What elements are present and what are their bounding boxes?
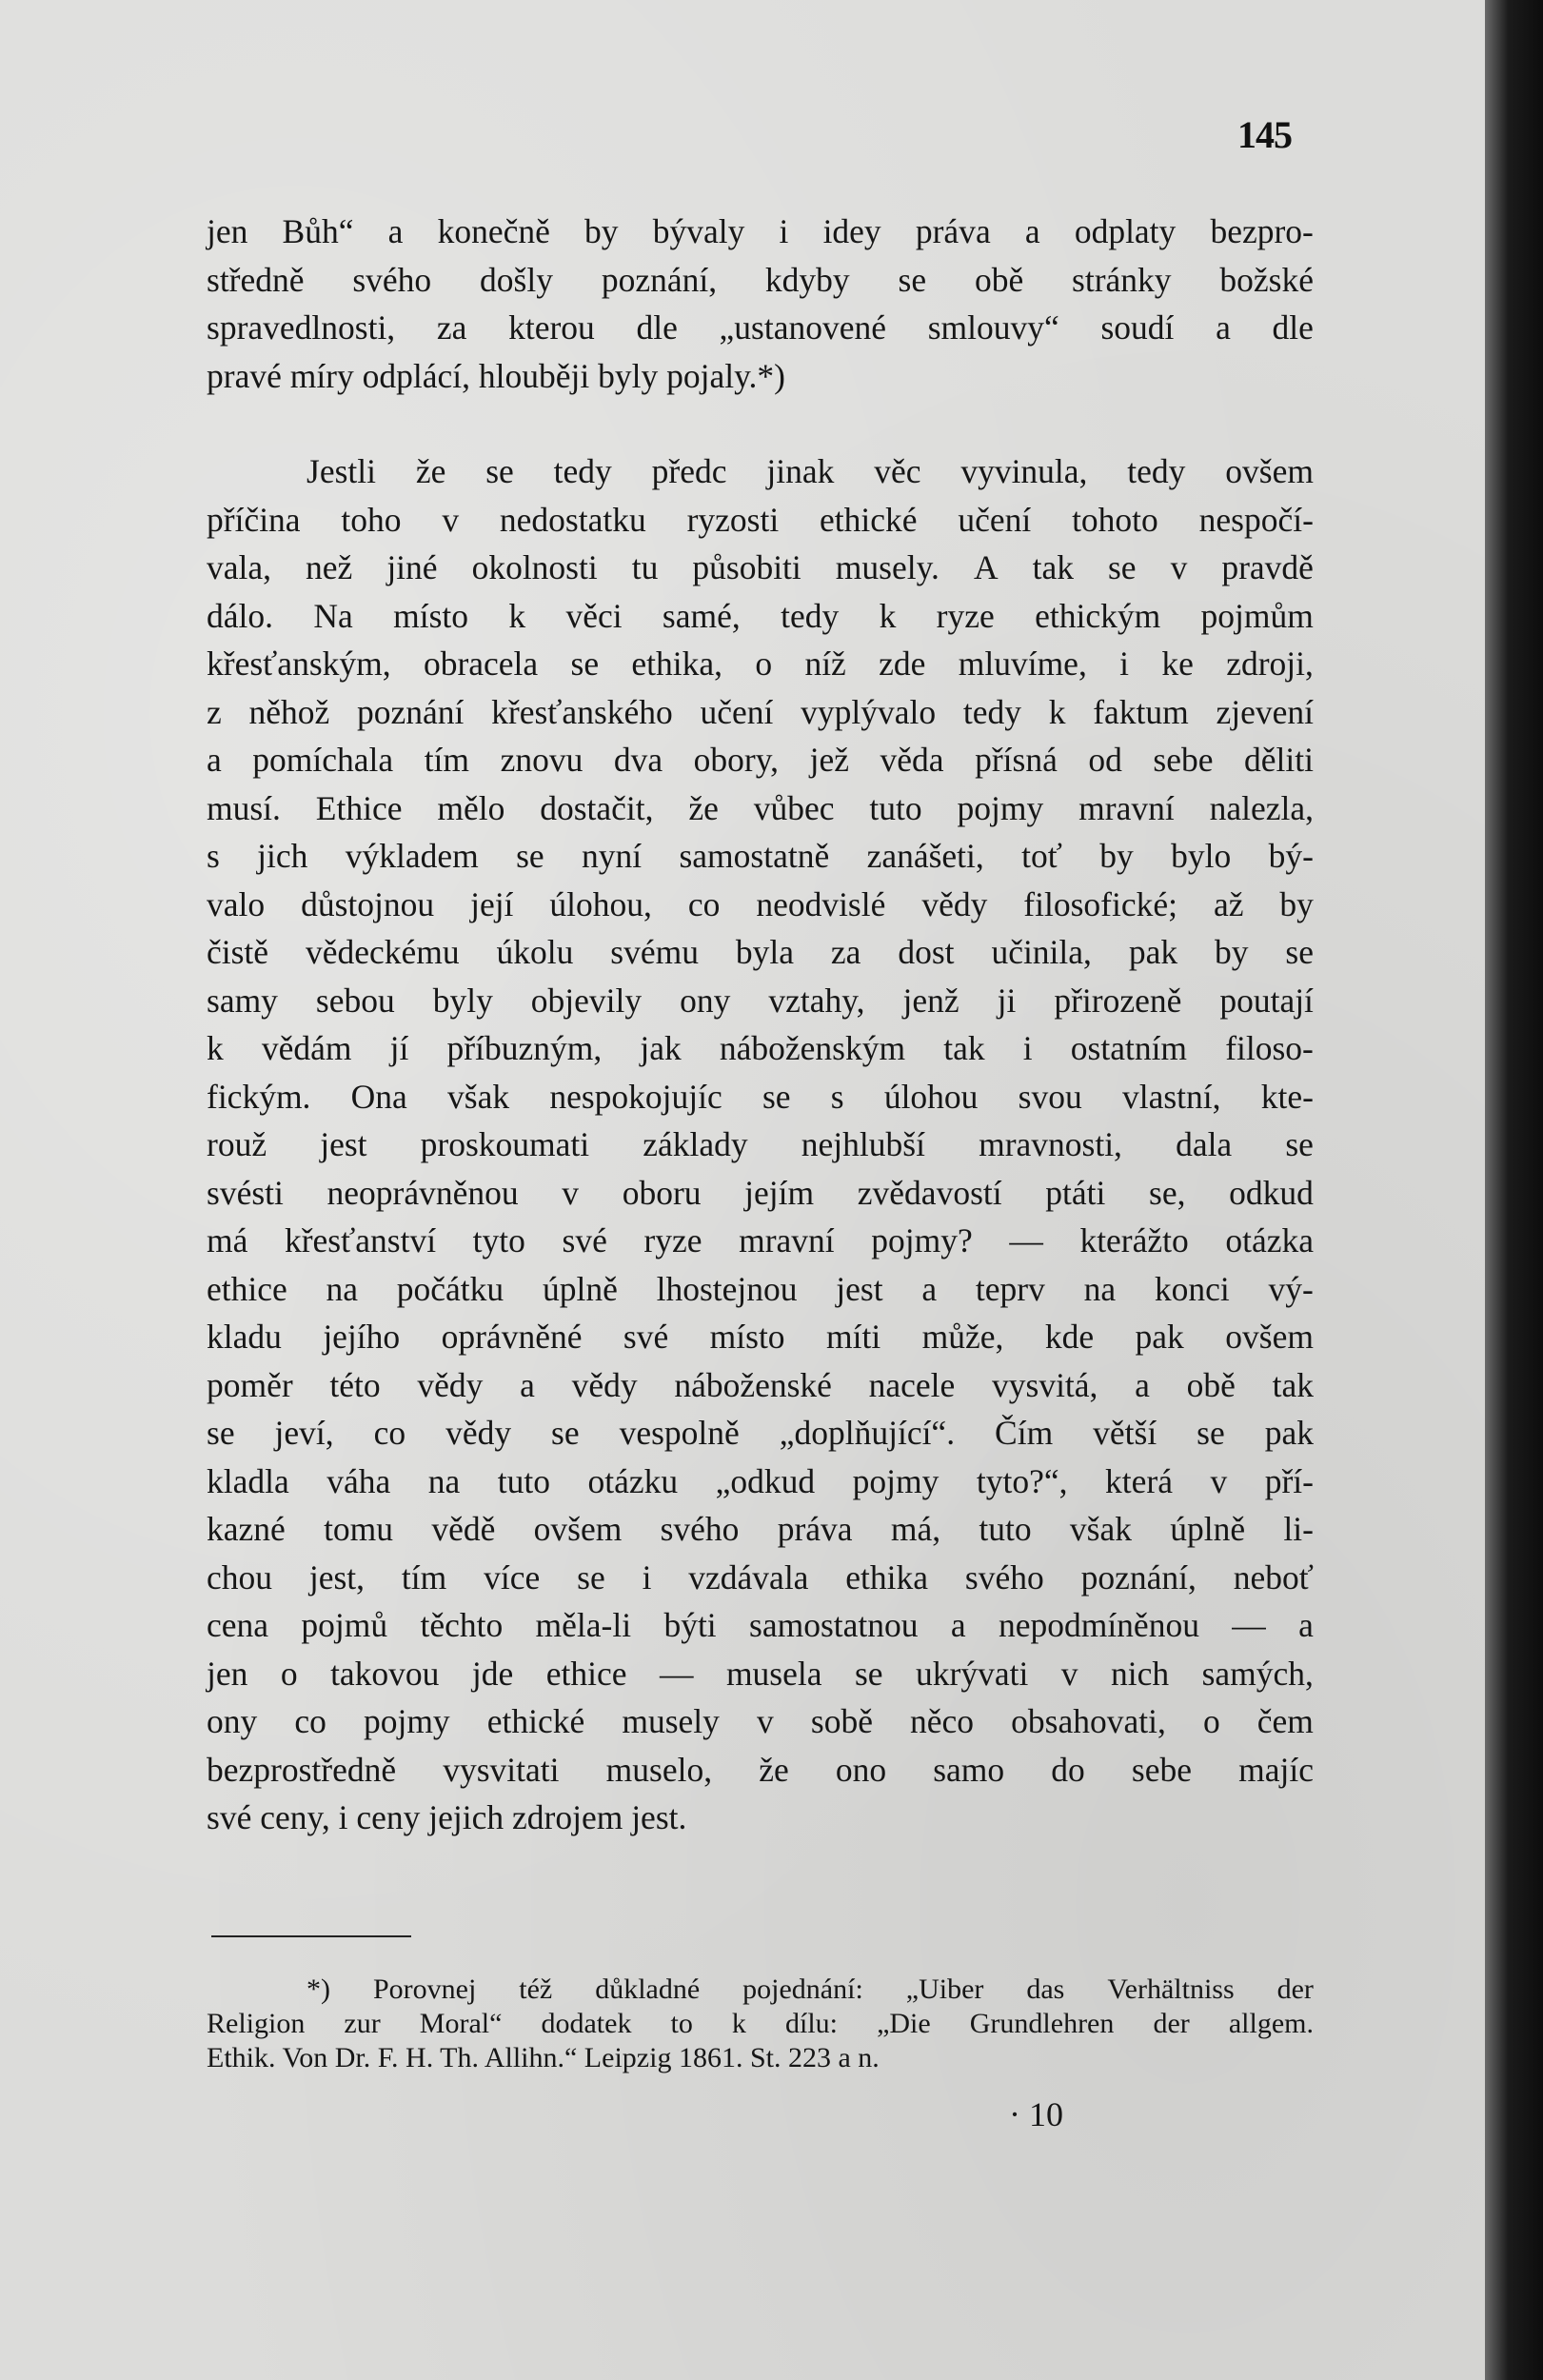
footnote-divider — [211, 1935, 411, 1937]
main-text — [207, 208, 1314, 1842]
footnote-line: Ethik. Von Dr. F. H. Th. Allihn.“ Leipzig 1861. St. 223 a n. — [207, 2042, 880, 2073]
paragraph-2 — [207, 447, 1314, 1842]
text-line: rouž jest proskoumati základy nejhlubší mravnosti, dala se — [207, 1125, 1314, 1163]
text-line: bezprostředně vysvitati muselo, že ono samo do sebe majíc — [207, 1750, 1314, 1789]
text-line: z něhož poznání křesťanského učení vyplývalo tedy k faktum zjevení — [207, 692, 1314, 731]
text-line: fickým. Ona však nespokojujíc se s úlohou svou vlastní, kte- — [207, 1077, 1314, 1116]
text-line: se jeví, co vědy se vespolně „doplňující“. Čím větší se pak — [207, 1414, 1314, 1452]
footnote-line: *) Porovnej též důkladné pojednání: „Uiber das Verhältniss der — [307, 1973, 1314, 2005]
text-line: má křesťanství tyto své ryze mravní pojmy? — kterážto otázka — [207, 1221, 1314, 1259]
text-line: valo důstojnou její úlohou, co neodvislé vědy filosofické; až by — [207, 884, 1314, 923]
text-line: jen Bůh“ a konečně by bývaly i idey práva a odplaty bezpro- — [207, 212, 1314, 250]
text-line: s jich výkladem se nyní samostatně zanášeti, toť by bylo bý- — [207, 837, 1314, 875]
page-number: 145 — [1237, 113, 1292, 156]
text-line: k vědám jí příbuzným, jak náboženským tak i ostatním filoso- — [207, 1029, 1314, 1067]
text-line: musí. Ethice mělo dostačit, že vůbec tuto pojmy mravní nalezla, — [207, 788, 1314, 827]
signature-mark: · 10 — [1009, 2095, 1063, 2133]
text-line: kazné tomu vědě ovšem svého práva má, tuto však úplně li- — [207, 1510, 1314, 1548]
footnote — [207, 1973, 1314, 2075]
text-line: kladla váha na tuto otázku „odkud pojmy tyto?“, která v pří- — [207, 1461, 1314, 1500]
text-line: čistě vědeckému úkolu svému byla za dost učinila, pak by se — [207, 933, 1314, 971]
text-line: středně svého došly poznání, kdyby se obě stránky božské — [207, 260, 1314, 299]
text-line: příčina toho v nedostatku ryzosti ethické učení tohoto nespočí- — [207, 500, 1314, 539]
text-line: cena pojmů těchto měla-li býti samostatnou a nepodmíněnou — a — [207, 1606, 1314, 1644]
text-line: křesťanským, obracela se ethika, o níž zde mluvíme, i ke zdroji, — [207, 645, 1314, 683]
text-line: chou jest, tím více se i vzdávala ethika svého poznání, neboť — [207, 1557, 1314, 1597]
paragraph-1 — [207, 208, 1314, 400]
text-line: a pomíchala tím znovu dva obory, jež věda přísná od sebe děliti — [207, 741, 1314, 779]
footnote-line: Religion zur Moral“ dodatek to k dílu: „Die Grundlehren der allgem. — [207, 2008, 1314, 2039]
text-line: pravé míry odplácí, hlouběji byly pojaly.*) — [207, 356, 785, 395]
text-line: dálo. Na místo k věci samé, tedy k ryze ethickým pojmům — [207, 596, 1314, 635]
text-line: kladu jejího oprávněné své místo míti může, kde pak ovšem — [207, 1318, 1314, 1356]
text-line: ony co pojmy ethické musely v sobě něco obsahovati, o čem — [207, 1702, 1314, 1740]
text-line: své ceny, i ceny jejich zdrojem jest. — [207, 1798, 687, 1836]
text-line: poměr této vědy a vědy náboženské nacele vysvitá, a obě tak — [207, 1365, 1314, 1404]
book-edge-shadow — [1485, 0, 1543, 2380]
text-line: samy sebou byly objevily ony vztahy, jenž ji přirozeně poutají — [207, 981, 1314, 1020]
text-line: Jestli že se tedy předc jinak věc vyvinula, tedy ovšem — [307, 452, 1314, 490]
paragraph-gap — [207, 400, 1314, 447]
text-line: vala, než jiné okolnosti tu působiti musely. A tak se v pravdě — [207, 548, 1314, 586]
text-line: jen o takovou jde ethice — musela se ukrývati v nich samých, — [207, 1654, 1314, 1693]
text-line: svésti neoprávněnou v oboru jejím zvědavostí ptáti se, odkud — [207, 1173, 1314, 1212]
text-line: ethice na počátku úplně lhostejnou jest a teprv na konci vý- — [207, 1269, 1314, 1308]
text-line: spravedlnosti, za kterou dle „ustanovené smlouvy“ soudí a dle — [207, 308, 1314, 347]
